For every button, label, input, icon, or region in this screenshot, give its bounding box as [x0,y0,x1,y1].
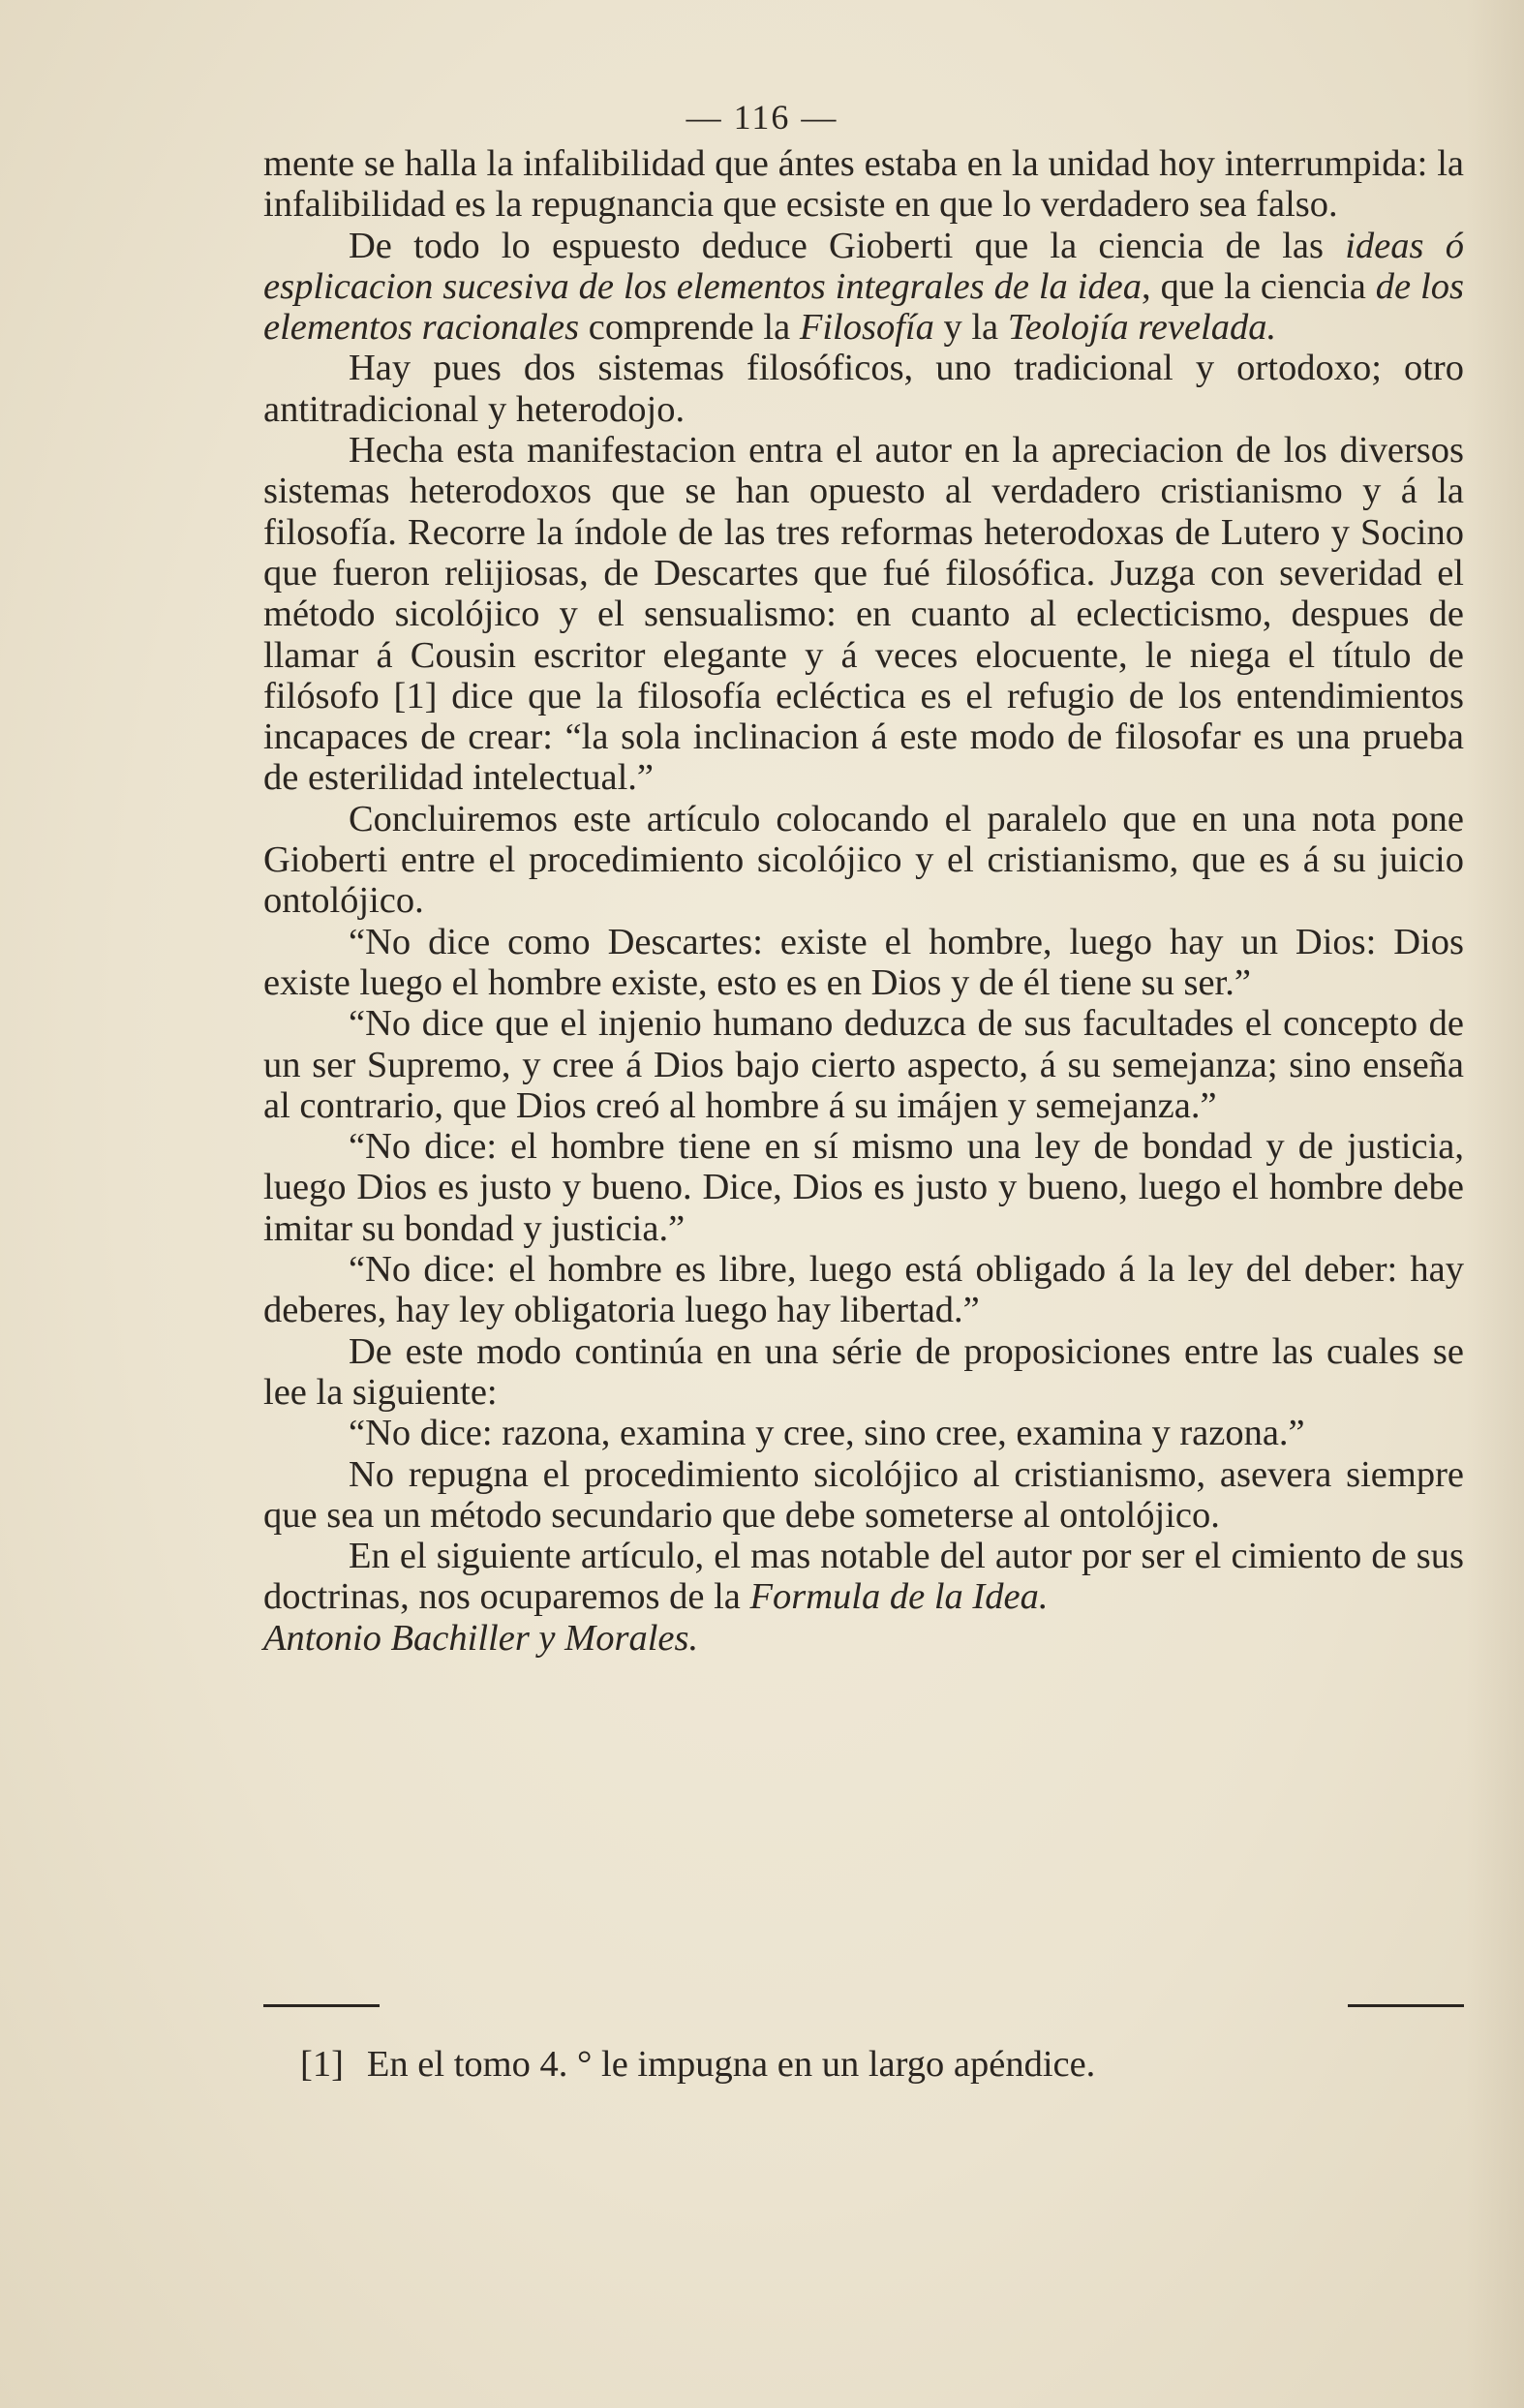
italic-text: Teolojía revelada. [1007,307,1277,349]
footnote-mark: [1] [300,2044,344,2085]
text-run: “No dice: razona, examina y cree, sino cree, examina y razona.” [349,1413,1305,1454]
paragraph-container [263,143,1464,1618]
footnote-separator [263,2004,1464,2008]
footnote-text: En el tomo 4. ° le impugna en un largo apéndice. [366,2044,1096,2085]
paragraph [263,348,1464,430]
paragraph [263,1413,1464,1453]
paragraph [263,922,1464,1004]
text-run: De todo lo espuesto deduce Gioberti que la ciencia de las [349,225,1346,266]
separator-rule-left [263,2004,380,2007]
text-run: “No dice como Descartes: existe el hombre, luego hay un Dios: Dios existe luego el hombre existe, esto es en Dios y de él tiene su ser.” [263,921,1464,1003]
text-run: Concluiremos este artículo colocando el paralelo que en una nota pone Gioberti entre el procedimiento sicolójico y el cristianismo, que es á su juicio ontolójico. [263,798,1464,922]
footnote [300,2043,1414,2086]
text-run: Hecha esta manifestacion entra el autor en la apreciacion de los diversos sistemas heterodoxos que se han opuesto al verdadero cristianismo y á la filosofía. Recorre la índole de las tres reformas heterodoxas de Lutero y Socino que fueron relijiosas, de Descartes que fué filosófica. Juzga con severidad el método sicolójico y el sensualismo: en cuanto al eclecticismo, despues de llamar á Cousin escritor elegante y á veces elocuente, le niega el título de filósofo [1] dice que la filosofía ecléctica es el refugio de los entendimientos incapaces de crear: “la sola inclinacion á este modo de filosofar es una prueba de esterilidad intelectual.” [263,430,1464,799]
text-run: De este modo continúa en una série de proposiciones entre las cuales se lee la siguiente: [263,1330,1464,1413]
text-run: , que la ciencia [1142,265,1376,307]
text-run: comprende la [579,307,800,349]
paragraph [263,1536,1464,1618]
paragraph [263,430,1464,799]
page-number: — 116 — [686,98,838,137]
italic-text: Formula de la Idea. [749,1576,1049,1618]
text-run: “No dice: el hombre tiene en sí mismo una ley de bondad y de justicia, luego Dios es justo y bueno. Dice, Dios es justo y bueno, luego el hombre debe imitar su bondad y justicia.” [263,1126,1464,1249]
italic-text: Filosofía [799,307,934,349]
text-run: Hay pues dos sistemas filosóficos, uno tradicional y ortodoxo; otro antitradicional y heterodojo. [263,348,1464,430]
paragraph [263,1331,1464,1414]
italic-text: ideas ó esplicacion sucesiva de los elementos integrales de la idea [263,225,1464,307]
page-edge-shadow [1466,0,1524,2408]
italic-text: de los elementos racionales [263,265,1464,349]
paragraph [263,1454,1464,1537]
paragraph [263,799,1464,922]
text-run: y la [933,307,1008,349]
paragraph [263,226,1464,349]
body-text [263,143,1464,1659]
separator-rule-right [1348,2004,1464,2007]
text-run: “No dice: el hombre es libre, luego está obligado á la ley del deber: hay deberes, hay ley obligatoria luego hay libertad.” [263,1249,1464,1331]
paragraph [263,1003,1464,1126]
paragraph [263,1126,1464,1249]
text-run: No repugna el procedimiento sicolójico al cristianismo, asevera siempre que sea un método secundario que debe someterse al ontolójico. [263,1453,1464,1536]
text-run: mente se halla la infalibilidad que ántes estaba en la unidad hoy interrumpida: la infalibilidad es la repugnancia que ecsiste en que lo verdadero sea falso. [263,143,1464,226]
author-signature: Antonio Bachiller y Morales. [263,1617,699,1659]
text-run: “No dice que el injenio humano deduzca de sus facultades el concepto de un ser Supremo, y cree á Dios bajo cierto aspecto, á su semejanza; sino enseña al contrario, que Dios creó al hombre á su imájen y semejanza.” [263,1003,1464,1126]
text-run: En el siguiente artículo, el mas notable del autor por ser el cimiento de sus doctrinas, nos ocuparemos de la [263,1536,1464,1618]
paragraph [263,1249,1464,1331]
paragraph [263,143,1464,226]
